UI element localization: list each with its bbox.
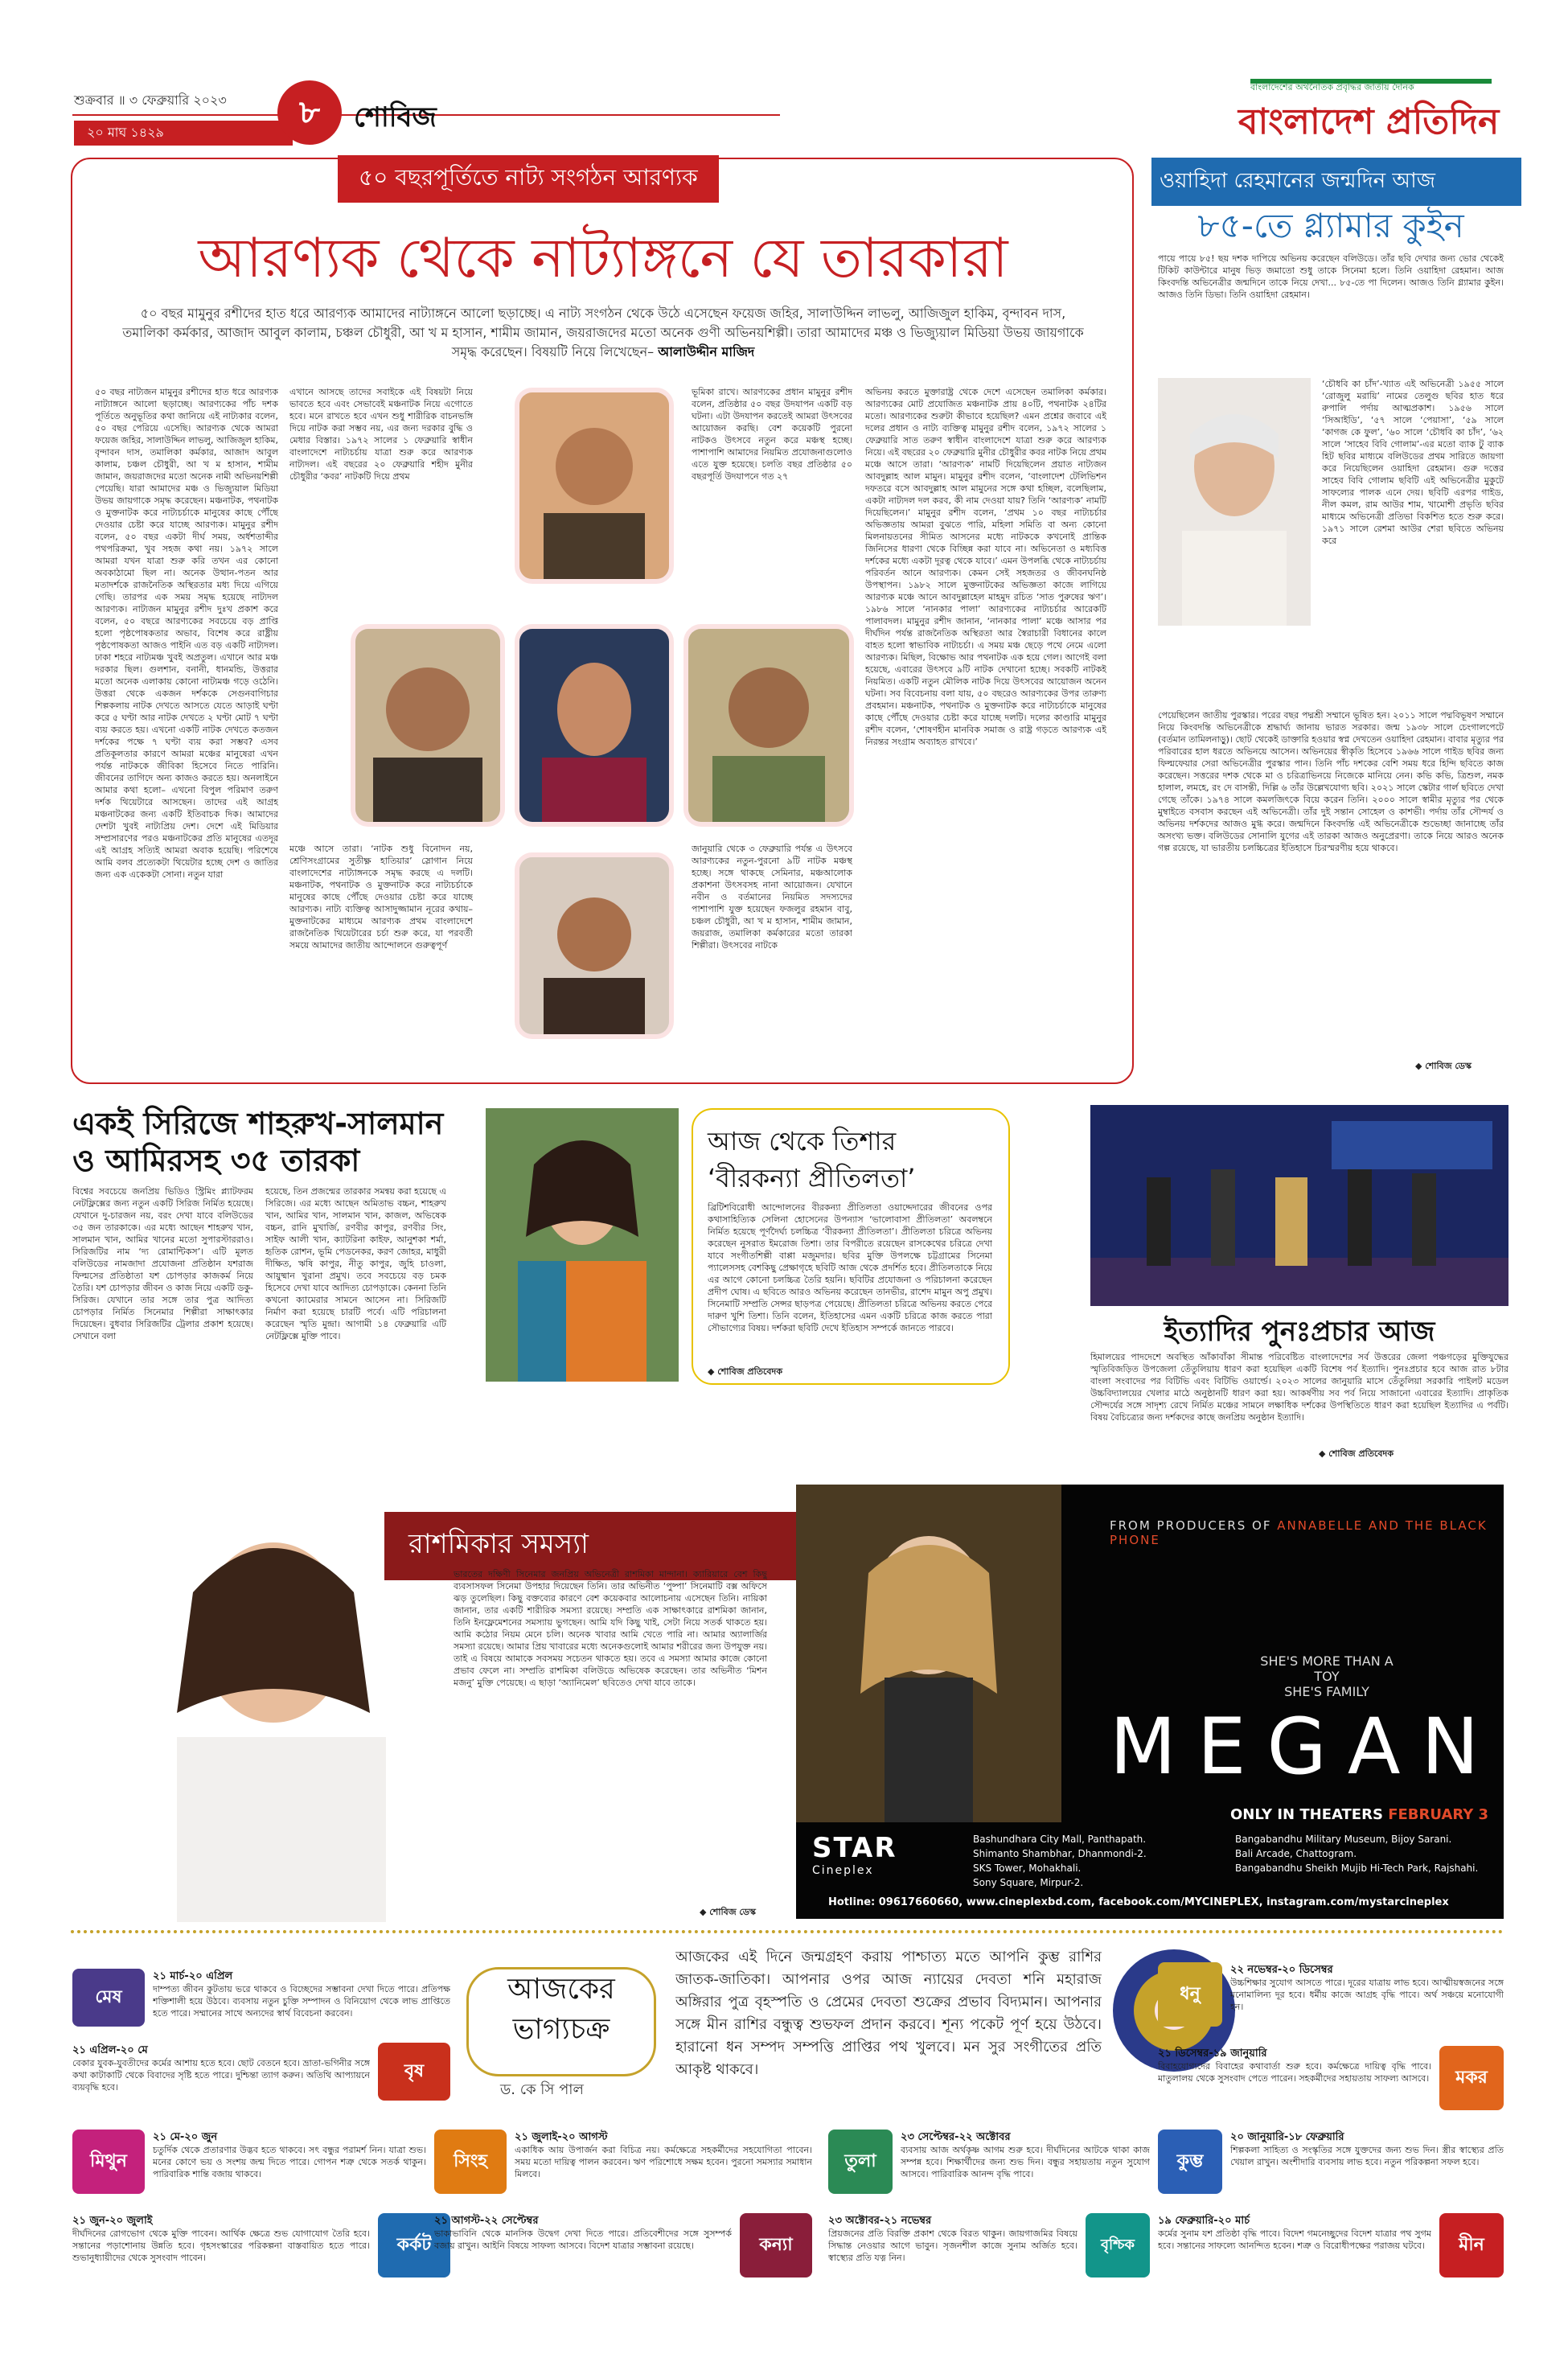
tisha-story-credit: ◆ শোবিজ প্রতিবেদক — [708, 1366, 783, 1377]
horoscope-cancer — [72, 2213, 450, 2286]
horoscope-sagittarius — [1158, 1962, 1504, 2035]
sign-text: বেকার যুবক-যুবতীদের কর্মের আশায় হতে হবে। ছোট বেতনে হবে। ভ্রাতা-ভগিনীর সঙ্গে কথা কাটাকাটি থেকে বিবাদের সৃষ্টি হতে পারে। দুশ্চিন্তা ত্যাগ করুন। অতিথি আপ্যায়নে ব্যয়বৃদ্ধি হবে। — [72, 2058, 370, 2093]
cancer-icon: কর্কট — [378, 2213, 450, 2277]
tisha-story-body: ব্রিটিশবিরোধী আন্দোলনের বীরকন্যা প্রীতিলতা ওয়াদ্দেদারের জীবনের ওপর কথাসাহিত্যিক সেলিনা হোসেনের উপন্যাস ‘ভালোবাসা প্রীতিলতা’ অবলম্বনে নির্মিত হয়েছে পূর্ণদৈর্ঘ্য চলচ্চিত্র ‘বীরকন্যা প্রীতিলতা’। প্রীতিলতা চরিত্রে অভিনয় করেছেন নুসরাত ইমরোজ তিশা। তার বিপরীতে রয়েছেন রাসকেথের চরিত্রে দেখা যাবে সংগীতশিল্পী বাপ্পা মজুমদার। ছবির মুক্তি উপলক্ষে চট্টগ্রামের সিনেমা প্যালেসসহ বেশকিছু প্রেক্ষাগৃহে ছবিটি আজ থেকে প্রদর্শিত হবে। প্রীতিলতাকে নিয়ে এর আগে কোনো চলচ্চিত্র তৈরি হয়নি। ছবিটির প্রযোজনা ও পরিচালনা করেছেন প্রদীপ ঘোষ। এ ছবিতে আরও অভিনয় করেছেন তানভীর, রাশেদ মামুন অপু প্রমুখ। সিনেমাটি সম্প্রতি সেন্সর ছাড়পত্র পেয়েছে। প্রীতিলতা চরিত্রে অভিনয় করতে পেরে দারুণ খুশি তিশা। তিনি বলেন, ইতিহাসের এমন একটি চরিত্রে কাজ করতে পারা সৌভাগ্যের বিষয়। দর্শকরা ছবিটি দেখে ইতিহাস সম্পর্কে জানতে পারবে। — [708, 1202, 992, 1333]
brand-tagline: বাংলাদেশের অর্থনৈতিক প্রবৃদ্ধির জাতীয় দৈনিক — [1250, 82, 1414, 92]
leo-icon: সিংহ — [434, 2130, 507, 2194]
horoscope-libra — [828, 2130, 1150, 2202]
sign-text: দাম্পত্য জীবন কুটতায় ভরে থাকবে ও বিচ্ছেদের সম্ভাবনা দেখা দিতে পারে। প্রতিপক্ষ শক্তিশালী হয়ে উঠবে। ব্যবসায় নতুন চুক্তি সম্পাদন ও বিনিয়োগ থেকে লাভ প্রাপ্তিতে হতে পারে। সম্মানের সাথে অন্যদের স্বার্থ বিবেচনা করবেন। — [153, 1984, 450, 2019]
side-story-body-bottom: পেয়েছিলেন জাতীয় পুরস্কার। পরের বছর পদ্মশ্রী সম্মানে ভূষিত হন। ২০১১ সালে পদ্মবিভূষণ সম্মানে নিয়ে কিংবদন্তি অভিনেত্রীকে শ্রদ্ধার্ঘ্য জানায় ভারত সরকার। জন্ম ১৯৩৮ সালে চেংগালপেটে (বর্তমান তামিলনাড়ু)। ছোট থেকেই ডাক্তারি হওয়ার স্বপ্ন দেখতেন ওয়াহিদা রেহমান। বাবার মৃত্যুর পর পরিবারের হাল ধরতে অভিনয়ে আসেন। অভিনয়ের স্বীকৃতি হিসেবে ১৯৬৬ সালে গাইড ছবির জন্য ফিল্মফেয়ার সেরা অভিনেত্রীর পুরস্কার পান। তিনি পাঁচ দশকের বেশি সময় ধরে হিন্দি ছবিতে কাজ করেছেন। সত্তরের দশক থেকে মা ও চরিত্রাভিনয়ে নিজেকে মানিয়ে নেন। কভি কভি, ত্রিশুল, নমক হালাল, লমহে, রং দে বাসন্তী, দিল্লি ৬ তাঁর উল্লেখযোগ্য ছবি। ২০২১ সালে স্কেটার গার্ল ছবিতে দেখা গেছে তাঁকে। ১৯৭৪ সালে কমলজিৎকে বিয়ে করেন তিনি। ২০০০ সালে স্বামীর মৃত্যুর পর থেকে মুম্বাইতে বসবাস করছেন এই অভিনেত্রী। তাঁর দুই সন্তান সোহেল ও কাশভী। পর্দায় তাঁর সৌন্দর্য ও অভিনয় দর্শকদের আজও মুগ্ধ করে। জন্মদিনে কিংবদন্তি এই অভিনেত্রীকে শুভেচ্ছা জানাচ্ছে তাঁর অসংখ্য ভক্ত। বলিউডের সোনালি যুগের এই তারকা আজও অনুপ্রেরণা। তাকে নিয়ে আরও অনেক গল্প রয়েছে, যা ভারতীয় চলচ্চিত্রের ইতিহাসে চিরস্মরণীয় হয়ে থাকবে। — [1158, 710, 1504, 853]
horoscope-intro: আজকের এই দিনে জন্মগ্রহণ করায় পাশ্চাত্য মতে আপনি কুম্ভ রাশির জাতক-জাতিকা। আপনার ওপর আজ ন্যায়ের দেবতা শনি মহারাজ অঙ্গিরার পুত্র বৃহস্পতি ও প্রেমের দেবতা শুক্রের প্রভাব বিদ্যমান। আপনার সঙ্গে মীন রাশির বন্ধুত্ব শুভফল প্রদান করবে। শূন্য পকেট পূর্ণ হয়ে উঠবে। হারানো ধন সম্পদ সম্পত্তি প্রাপ্তির পথ খুলবে। মন সুর সংগীতের প্রতি আকৃষ্ট থাকবে। — [675, 1949, 1102, 2078]
cinema-locations — [973, 1832, 1488, 1890]
tisha-headline-line-2: ‘বীরকন্যা প্রীতিলতা’ — [708, 1163, 916, 1193]
megan-tagline-1: SHE'S MORE THAN A TOY — [1260, 1653, 1394, 1684]
sign-date-range: ২১ মে-২০ জুন — [153, 2131, 218, 2143]
issue-date: শুক্রবার ॥ ৩ ফেব্রুয়ারি ২০২৩ — [74, 92, 227, 108]
megan-tagline — [1246, 1653, 1407, 1699]
aquarius-icon: কুম্ভ — [1158, 2130, 1222, 2194]
rashmika-story-body: ভারতের দক্ষিণী সিনেমার জনপ্রিয় অভিনেত্রী রাশমিকা মান্দানা। ক্যারিয়ারে বেশ কিছু ব্যবসাসফল সিনেমা উপহার দিয়েছেন তিনি। তার অভিনীত ‘পুষ্পা’ সিনেমাটি বক্স অফিসে ঝড় তুলেছিল। কিছু বক্তব্যের কারণে বেশ কয়েকবার আলোচনায় এসেছেন তিনি। নায়িকা জানান, তার একটি শারীরিক সমস্যা রয়েছে। সম্প্রতি এক সাক্ষাৎকারে রাশমিকা জানান, তিনি ইনফ্লেমেশনের সমস্যায় ভুগছেন। আমি যদি কিছু খাই, সেটা নিয়ে সতর্ক থাকতে হয়। আমি কঠোর নিয়ম মেনে চলি। অনেক খাবার আমি খেতে পারি না। আমার অ্যালার্জির সমস্যা রয়েছে। আমার প্রিয় খাবারের মধ্যে অনেকগুলোই আমার শরীরের জন্য উপযুক্ত নয়। তাই এ বিষয়ে আমাকে সবসময় সচেতন থাকতে হয়। তবে এ সমস্যা আমার কাজে কোনো প্রভাব ফেলে না। সম্প্রতি রাশমিকা বলিউডে অভিষেক করেছেন। তার অভিনীত ‘মিশন মজনু’ মুক্তি পেয়েছে। এ ছাড়া ‘অ্যানিমেল’ ছবিতেও দেখা যাবে তাকে। — [454, 1569, 767, 1688]
cinema-location[interactable]: Shimanto Shambhar, Dhanmondi-2. — [973, 1848, 1147, 1859]
intro-text: ৫০ বছর মামুনুর রশীদের হাত ধরে আরণ্যক আমাদের নাট্যাঙ্গনে আলো ছড়াচ্ছে। এ নাট্য সংগঠন থেকে উঠে এসেছেন ফয়েজ জহির, সালাউদ্দিন লাভলু, আজিজুল হাকিম, বৃন্দাবন দাস, তমালিকা কর্মকার, আজাদ আবুল কালাম, চঞ্চল চৌধুরী, আ খ ম হাসান, শামীম জামান, জয়রাজদের মতো অনেক গুণী অভিনয়শিল্পী। তারা আমাদের মঞ্চ ও ভিজ্যুয়াল মিডিয়া উভয় জায়গাকে সমৃদ্ধ করেছেন। বিষয়টি নিয়ে লিখেছেন– — [122, 306, 1084, 359]
horoscope-gemini — [72, 2130, 426, 2202]
lead-story-kicker: ৫০ বছরপূর্তিতে নাট্য সংগঠন আরণ্যক — [338, 155, 719, 203]
side-story-headline[interactable]: ৮৫-তে গ্ল্যামার কুইন — [1197, 206, 1464, 245]
megan-producers-prefix: FROM PRODUCERS OF — [1110, 1518, 1272, 1533]
sign-date-range: ২৩ সেপ্টেম্বর-২২ অক্টোবর — [901, 2131, 1011, 2143]
sign-date-range: ২১ মার্চ-২০ এপ্রিল — [153, 1970, 233, 1982]
virgo-icon: কন্যা — [740, 2213, 812, 2277]
srk-story-headline[interactable]: একই সিরিজে শাহরুখ-সালমান ও আমিরসহ ৩৫ তারকা — [72, 1106, 444, 1178]
cinema-hotline[interactable]: Hotline: 09617660660, www.cineplexbd.com, facebook.com/MYCINEPLEX, instagram.com/mystarcineplex — [828, 1896, 1449, 1908]
side-story-kicker: ওয়াহিদা রেহমানের জন্মদিন আজ — [1151, 158, 1521, 206]
horoscope-pisces — [1158, 2213, 1504, 2286]
lead-col-2-bottom: মঞ্চে আসে তারা। ‘নাটক শুধু বিনোদন নয়, শ্রেণিসংগ্রামের সুতীক্ষ্ণ হাতিয়ার’ স্লোগান নিয়ে বাংলাদেশের নাট্যাঙ্গনকে সমৃদ্ধ করছে এ দলটি। মঞ্চনাটক, পথনাটক ও মুক্তনাটক করে নাট্যচর্চাকে মানুষের কাছে পৌঁছে দেওয়ার চেষ্টা করে যাচ্ছে আরণ্যক। নাট্য ব্যক্তিত্ব আসাদুজ্জামান নূরের কথায়– মুক্তনাটকের মাধ্যমে আরণ্যক প্রথম বাংলাদেশে রাজনৈতিক থিয়েটারের চর্চা শুরু করে, যা পরবর্তী সময়ে আমাদের জাতীয় আন্দোলনে গুরুত্বপূর্ণ — [289, 844, 473, 951]
horoscope-title-box — [466, 1967, 656, 2076]
gemini-icon: মিথুন — [72, 2130, 145, 2194]
megan-producers — [1110, 1518, 1504, 1547]
ityadi-story-headline[interactable]: ইত্যাদির পুনঃপ্রচার আজ — [1164, 1316, 1435, 1348]
libra-icon: তুলা — [828, 2130, 893, 2194]
portrait-photo-5 — [515, 852, 674, 1039]
sign-text: বিবাহযোগ্যদের বিবাহের কথাবার্তা শুরু হবে। কর্মক্ষেত্রে দায়িত্ব বৃদ্ধি পাবে। মাতুলালয় থেকে সুসংবাদ পেতে পারেন। সহকর্মীদের সহায়তায় সাফল্য আসবে। — [1158, 2061, 1431, 2084]
page-number: ৮ — [277, 80, 342, 145]
cinema-brand: STAR — [812, 1832, 897, 1864]
sign-date-range: ১৯ ফেব্রুয়ারি-২০ মার্চ — [1158, 2215, 1250, 2227]
rashmika-story-headline[interactable]: রাশমিকার সমস্যা — [384, 1512, 802, 1580]
horoscope-capricorn — [1158, 2046, 1504, 2118]
rashmika-story-credit: ◆ শোবিজ ডেস্ক — [700, 1907, 756, 1917]
cinema-location[interactable]: Bali Arcade, Chattogram. — [1235, 1848, 1357, 1859]
portrait-photo-3 — [515, 624, 674, 827]
horoscope-divider — [71, 1930, 1504, 1933]
horoscope-leo — [434, 2130, 812, 2202]
tisha-photo — [486, 1108, 679, 1382]
capricorn-icon: মকর — [1439, 2046, 1504, 2110]
sign-text: শিল্পকলা সাহিত্য ও সংস্কৃতির সঙ্গে যুক্তদের জন্য শুভ দিন। স্ত্রীর স্বাস্থ্যের প্রতি খেয়াল রাখুন। অংশীদারি ব্যবসায় লাভ হবে। নতুন পরিকল্পনা সফল হবে। — [1230, 2145, 1504, 2167]
portrait-photo-1 — [515, 388, 674, 584]
tisha-headline-line-1: আজ থেকে তিশার — [708, 1126, 897, 1156]
side-story-body-right: ‘চৌধবি কা চাঁদ’-খ্যাত এই অভিনেত্রী ১৯৫৫ সালে ‘রোজুলু মরায়ি’ নামের তেলুগু ছবির হাত ধরে রুপালি পর্দায় আত্মপ্রকাশ। ১৯৫৬ সালে ‘সিআইডি’, ‘৫৭ সালে ‘পেয়াসা’, ‘৫৯ সালে ‘কাগজ কে ফুল’, ‘৬০ সালে ‘চৌধবি কা চাঁদ’, ‘৬২ সালে ‘সাহেব বিবি গোলাম’-এর মতো ব্যাক টু ব্যাক হিট ছবির মাধ্যমে বলিউডের প্রথম সারিতে জায়গা করে নিয়েছিলেন ওয়াহিদা রেহমান। গুরু দত্তের সাহেব বিবি গোলাম ছবিটি এই অভিনেত্রীর মুকুটে সাফল্যের পালক এনে দেয়। ছবিটি এরপর গাইড, নীল কমল, রাম আউর শাম, খামোশী প্রভৃতি ছবির মাধ্যমে অভিনেত্রী প্রতিভা বিকশিত হতে শুরু করে। ১৯৭১ সালে রেশমা আউর শেরা ছবিতে অভিনয় করে — [1322, 379, 1504, 546]
horoscope-scorpio — [828, 2213, 1150, 2286]
megan-release — [1230, 1806, 1488, 1823]
lead-col-2-top: এখানে আসছে তাদের সবাইকে এই বিষয়টা নিয়ে ভাবতে হবে এবং সেভাবেই মঞ্চনাটক নিয়ে এগোতে হবে। মনে রাখতে হবে এখন শুধু শারীরিক বাচনভঙ্গি দিয়ে নাটক করা সম্ভব নয়, এর জন্য দরকার বুদ্ধি ও মেধার বিস্তার। ১৯৭২ সালের ১ ফেব্রুয়ারি স্বাধীন বাংলাদেশে নাট্যচর্চায় যাত্রা শুরু করে আরণ্যক নাট্যদল। এই বছরের ২০ ফেব্রুয়ারি শহীদ মুনীর চৌধুরীর ‘কবর’ নাটকটি দিয়ে প্রথম — [289, 387, 473, 482]
sign-text: প্রিয়জনের প্রতি বিরক্তি প্রকাশ থেকে বিরত থাকুন। জায়গাজমির বিষয়ে সিদ্ধান্ত নেওয়ার আগে ভাবুন। সৃজনশীল কাজে সুনাম অর্জিত হবে। স্বাস্থ্যের প্রতি যত্ন নিন। — [828, 2228, 1077, 2263]
sign-date-range: ২১ ডিসেম্বর-১৯ জানুয়ারি — [1158, 2047, 1267, 2060]
sign-date-range: ২০ জানুয়ারি-১৮ ফেব্রুয়ারি — [1230, 2131, 1344, 2143]
cinema-brand-sub: Cineplex — [812, 1864, 874, 1877]
sign-date-range: ২১ জুন-২০ জুলাই — [72, 2215, 153, 2227]
cinema-location[interactable]: SKS Tower, Mohakhali. — [973, 1863, 1082, 1874]
megan-tagline-2: SHE'S FAMILY — [1284, 1684, 1369, 1699]
srk-story-col-1: বিশ্বের সবচেয়ে জনপ্রিয় ভিডিও স্ট্রিমিং প্ল্যাটফরম নেটফ্লিক্সের জন্য নতুন একটি সিরিজ নির্মিত হয়েছে। যেখানে দু-চারজন নয়, বরং দেখা যাবে বলিউডের ৩৫ জন তারকাকে। এর মধ্যে আছেন শাহরুখ খান, সালমান খান, আমির খানের মতো সুপারস্টাররাও। সিরিজটির নাম ‘দ্য রোমান্টিকস’। এটি মূলত বলিউডের নামজাদা প্রযোজনা প্রতিষ্ঠান যশরাজ ফিল্মসের প্রতিষ্ঠাতা যশ চোপড়ার কাজকর্ম নিয়ে তৈরি। যশ চোপড়ার জীবন ও কাজ নিয়ে একটি ডকু-সিরিজ। যেখানে তার সঙ্গে তার পুত্র আদিত্য চোপড়ার নির্মিত সিনেমার শিল্পীরা সাক্ষাৎকার দিয়েছেন। বুধবার সিরিজটির ট্রেলার প্রকাশ হয়েছে। সেখানে বলা — [72, 1186, 253, 1341]
side-story-body-top: পায়ে পায়ে ৮৫! ছয় দশক দাপিয়ে অভিনয় করেছেন বলিউডে। তাঁর ছবি দেখার জন্য ভোর থেকেই টিকিট কাউন্টারে মানুষ ভিড় জমাতো শুধু তাকে সিনেমা হলে। তিনি ওয়াহিদা রেহমান। আজ কিংবদন্তি অভিনেত্রীর জন্মদিনে তাকে নিয়ে দেখা... ৮৫-তে পা দিলেন। আজও তিনি গ্ল্যামার কুইন। আজও তিনি ডিভা। তিনি ওয়াহিদা রেহমান। — [1158, 253, 1504, 300]
horoscope-aries — [72, 1969, 450, 2033]
lead-story-headline[interactable]: আরণ্যক থেকে নাট্যাঙ্গনে যে তারকারা — [198, 227, 1008, 290]
megan-advert[interactable] — [796, 1485, 1504, 1919]
sign-text: উচ্চশিক্ষার সুযোগ আসতে পারে। দূরের যাত্রায় লাভ হবে। আত্মীয়স্বজনের সঙ্গে মনোমালিন্য দূর হবে। ধর্মীয় কাজে আগ্রহ বৃদ্ধি পাবে। অর্থ সঞ্চয়ে মনোযোগী হন। — [1230, 1978, 1504, 2012]
issue-date-bangla: ২০ মাঘ ১৪২৯ — [74, 121, 293, 146]
star-cineplex-logo — [812, 1832, 897, 1877]
megan-producers-films: ANNABELLE AND THE BLACK PHONE — [1110, 1518, 1488, 1547]
lead-col-3-bottom: জানুয়ারি থেকে ৩ ফেব্রুয়ারি পর্যন্ত এ উৎসবে আরণ্যকের নতুন-পুরনো ৯টি নাটক মঞ্চস্থ হচ্ছে। সঙ্গে থাকছে সেমিনার, মঞ্চআলোক প্রকাশনা উৎসবসহ নানা আয়োজন। যেখানে নবীন ও বর্তমানের নিয়মিত সদস্যদের পাশাপাশি যুক্ত হয়েছেন ফজলুর রহমান বাবু, চঞ্চল চৌধুরী, আ খ ম হাসান, শামীম জামান, জয়রাজ, তমালিকা কর্মকারের মতো তারকা শিল্পীরা। উৎসবের নাটকে — [692, 844, 852, 951]
lead-col-4: অভিনয় করতে মুক্তারাষ্ট্র থেকে দেশে এসেছেন তমালিকা কর্মকার। আরণ্যকের মোট প্রযোজিত মঞ্চনাটক প্রায় ৪০টি, পথনাটক ২৪টির মতো। আরণ্যকের শুরুটা কীভাবে হয়েছিল? এমন প্রশ্নের জবাবে এই দলের প্রধান ও নাট্য ব্যক্তিত্ব মামুনুর রশীদ বলেন, ১৯৭২ সালের ১ ফেব্রুয়ারি সাত তরুণ স্বাধীন বাংলাদেশে যাত্রা শুরু করে আরণ্যক নিয়ে। এই বছরের ২০ ফেব্রুয়ারি মুনীর চৌধুরীর কবর নাটক নিয়ে প্রথম মঞ্চে আসে তারা। ‘আরণ্যক’ নামটি দিয়েছিলেন প্রয়াত নাট্যজন আবদুল্লাহ আল মামুন। মামুনুর রশীদ বলেন, ‘বাংলাদেশ টেলিভিশন দফতরে বসে আবদুল্লাহ আল মামুনের সঙ্গে কথা হচ্ছিল, বলেছিলাম, একটা নাট্যদল দল করব, কী নাম দেওয়া যায়? তিনি ‘আরণ্যক’ নামটি দিয়েছিলেন।’ মামুনুর রশীদ বলেন, ‘প্রথম ১০ বছর নাট্যচর্চার অভিজ্ঞতায় আমরা বুঝতে পারি, মহিলা সমিতি বা অন্য কোনো মিলনায়তনের সীমিত আসনের মধ্যে নাটককে কখনোই প্রান্তিক জিনিসের ধারণা থেকে বিচ্ছিন্ন করা যাবে না। অভিনেতা ও মধ্যবিত্ত দর্শকের মধ্যে একটা দূরত্ব থেকে যাবে।’ এমন উপলব্ধি থেকে নাট্যচর্চায় পরিবর্তন আনে আরণ্যক। কেমন সেই সহজতর ও জীবনঘনিষ্ঠ উপস্থাপন। ১৯৮২ সালে মুক্তনাটকের অভিজ্ঞতা কাজে লাগিয়ে আরণ্যক মঞ্চে আনে আবদুল্লাহেল মাহমুদ রচিত ‘সাত পুরুষের ঋণ’। ১৯৮৬ সালে ‘নানকার পালা’ আরণ্যকের নাট্যচর্চার আরেকটি পালাবদল। মামুনুর রশীদ জানান, ‘নানকার পালা’ মঞ্চে আসার পর দীর্ঘদিন পর্যন্ত রাজনৈতিক অস্থিরতা আর স্বৈরাচারী বিধানের কালে বাহত হলো স্বাভাবিক নাট্যচর্চা। এ সময় মঞ্চ ছেড়ে পথে নেমে এলো আরণ্যক। মিছিল, বিক্ষোভ আর পথনাটক এক হয়ে গেল। আগেই বলা হয়েছে, এবারের উৎসবে ৯টি নাটক দেখানো হচ্ছে। সবকটি নাটকই নিয়মিত। একটি নতুন মৌলিক নাটক দিয়ে উৎসবের আয়োজন অনেন ঘটনা। সব বিবেচনায় বলা যায়, ৫০ বছরেও আরণ্যকের উপর তারুণ্য প্রবহমান। মঞ্চনাটক, পথনাটক ও মুক্তনাটক করে নাট্যচর্চাকে মানুষের কাছে পৌঁছে দেওয়ার চেষ্টা করে যাচ্ছে দলটি। দলের কাণ্ডারি মামুনুর রশীদ বলেন, ‘শোষণহীন মানবিক সমাজ ও রাষ্ট্র গড়তে আরণ্যক এই নিরন্তর সংগ্রাম অব্যাহত রাখবে।’ — [865, 387, 1106, 747]
sign-text: ব্যবসায় আজ অর্থকৃষ্ণ আগম শুরু হবে। দীর্ঘদিনের আটকে থাকা কাজ সম্পন্ন হবে। শিক্ষার্থীদের জন্য শুভ দিন। বন্ধুর সহায়তায় নতুন সুযোগ আসবে। পারিবারিক আনন্দ বৃদ্ধি পাবে। — [901, 2145, 1150, 2179]
horoscope-title-line-2: ভাগ্যচক্র — [512, 2013, 610, 2046]
portrait-photo-2 — [351, 624, 505, 827]
side-story-photo — [1158, 378, 1311, 626]
side-story-credit: ◆ শোবিজ ডেস্ক — [1415, 1061, 1472, 1071]
ityadi-photo — [1090, 1105, 1508, 1306]
portrait-photo-4 — [683, 624, 854, 827]
section-title: শোবিজ — [354, 101, 437, 133]
sign-date-range: ২১ আগস্ট-২২ সেপ্টেম্বর — [434, 2215, 539, 2227]
cinema-location[interactable]: Bashundhara City Mall, Panthapath. — [973, 1834, 1147, 1845]
horoscope-taurus — [72, 2043, 450, 2107]
sign-text: ভাকাভাবিনি থেকে মানসিক উদ্বেগ দেখা দিতে পারে। প্রতিবেশীদের সঙ্গে সুসম্পর্ক বজায় রাখুন। আইনি বিষয়ে সাফল্য আসবে। বিদেশ যাত্রার সম্ভাবনা রয়েছে। — [434, 2228, 732, 2251]
tisha-story-headline[interactable] — [708, 1123, 915, 1197]
sign-text: কর্মের সুনাম যশ প্রতিষ্ঠা বৃদ্ধি পাবে। বিদেশ গমনেচ্ছুদের বিদেশ যাত্রার পথ সুগম হবে। সন্তানের সাফল্যে আনন্দিত হবেন। শত্রু ও বিরোধীপক্ষের পরাজয় ঘটবে। — [1158, 2228, 1431, 2251]
scorpio-icon: বৃশ্চিক — [1086, 2213, 1150, 2277]
sign-date-range: ২১ এপ্রিল-২০ মে — [72, 2044, 148, 2056]
cinema-location[interactable]: Sony Square, Mirpur-2. — [973, 1877, 1084, 1888]
srk-story-col-2: হয়েছে, তিন প্রজন্মের তারকার সমন্বয় করা হয়েছে এ সিরিজে। এর মধ্যে আছেন অমিতাভ বচ্চন, শাহরুখ খান, আমির খান, সালমান খান, কাজল, অভিষেক বচ্চন, রানি মুখার্জি, রণবীর কাপুর, রণবীর সিং, সাইফ আলী খান, ক্যাটরিনা কাইফ, আনুশকা শর্মা, হৃতিক রোশন, ভূমি পেডনেকর, করণ জোহর, মাধুরী দীক্ষিত, ঋষি কাপুর, নীতু কাপুর, জুহি চাওলা, আয়ুষ্মান খুরানা প্রমুখ। তবে সবচেয়ে বড় চমক হিসেবে দেখা যাবে আদিত্য চোপড়াকে। কেননা তিনি কখনো ক্যামেরার সামনে আসেন না। সিরিজটি নির্মাণ করা হয়েছে চারটি পর্বে। এটি পরিচালনা করেছেন স্মৃতি মুন্দ্রা। আগামী ১৪ ফেব্রুয়ারি এটি নেটফ্লিক্সে মুক্তি পাবে। — [265, 1186, 446, 1341]
megan-title: MEGAN — [1110, 1702, 1500, 1792]
horoscope-virgo — [434, 2213, 812, 2286]
horoscope-author: ড. কে সি পাল — [500, 2081, 584, 2098]
sagittarius-icon: ধনু — [1158, 1962, 1222, 2027]
lead-col-1: ৫০ বছর নাট্যজন মামুনুর রশীদের হাত ধরে আরণ্যক নাট্যাঙ্গনে আলো ছড়াচ্ছে। আরণ্যকের পাঁচ দশক পূর্তিতে অনুভূতির কথা জানিয়ে এই নাট্যকার বলেন, ৫০ বছর পেরিয়ে এসেছি। আরণ্যক থেকে আমরা ফয়েজ জহির, সালাউদ্দিন লাভলু, আজিজুল হাকিম, বৃন্দাবন দাস, তমালিকা কর্মকার, আজাদ আবুল কালাম, চঞ্চল চৌধুরী, আ খ ম হাসান, শামীম জামান, জয়রাজদের মতো অনেক নামী অভিনয়শিল্পী পেয়েছি। যারা আমাদের মঞ্চ ও ভিজ্যুয়াল মিডিয়া উভয় জায়গাকে সমৃদ্ধ করেছেন। মঞ্চনাটক, পথনাটক ও মুক্তনাটক করে নাট্যচর্চাকে মানুষের কাছে পৌঁছে দেওয়ার চেষ্টা করে যাচ্ছে আরণ্যক। মামুনুর রশীদ বলেন, ৫০ বছর একটা দীর্ঘ সময়, অর্ধশতাব্দীর পথপরিক্রমা, খুব সহজ কথা নয়। ১৯৭২ সালে আমরা যখন যাত্রা শুরু করি তখন এর কোনো অবকাঠামো ছিল না। অনেক উত্থান-পতন আর মতাদর্শকে রাজনৈতিক অস্থিরতার মধ্য দিয়ে এগিয়ে গেছি। তারপর এক সময় সমৃদ্ধ হয়েছে নাট্যদল আরণ্যক। নাট্যজন মামুনুর রশীদ দুঃখ প্রকাশ করে বলেন, ৫০ বছরে আরণ্যকের সবচেয়ে বড় প্রাপ্তি হলো পৃষ্ঠপোষকতার অভাব, বিশেষ করে রাষ্ট্রীয় পৃষ্ঠপোষকতা আজও পাইনি এত বড় একটি নাট্যদল। ঢাকা শহরে নাট্যমঞ্চ খুবই অপ্রতুল। এখানে আর মঞ্চ দরকার ছিল। গুলশান, বনানী, ধানমন্ডি, উত্তরার মতো অনেক এলাকায় কোনো নাট্যমঞ্চ গড়ে ওঠেনি। উত্তরা থেকে একজন দর্শককে সেগুনবাগিচার শিল্পকলায় নাটক দেখতে আসতে যেতে আড়াই ঘণ্টা করে ৫ ঘণ্টা আর নাটক দেখতে ২ ঘণ্টা মোট ৭ ঘণ্টা ব্যয় করতে হয়। এখনো একটি নাটক দেখতে কতজন দর্শকের পক্ষে ৭ ঘণ্টা ব্যয় করা সম্ভব? এসব প্রতিকূলতার কারণে আমরা মঞ্চের মানুষেরা এখন পর্যন্ত নাটককে জীবিকা হিসেবে নিতে পারিনি। জীবনের তাগিদে অন্য কাজও করতে হয়। অনলাইনে আমার কথা হলো– এখনো বিপুল পরিমাণ তরুণ দর্শক থিয়েটারে আসছেন। তাদের এই আগ্রহ মঞ্চনাটকের জন্য একটি ইতিবাচক দিক। আমাদের দেশটা খুবই নাট্যপ্রিয় দেশ। দেশে এই মিডিয়ার সম্প্রসারণের পরও মঞ্চনাটকের প্রতি মানুষের এতদূর এই আগ্রহ সত্যিই আমরা অবাক হয়েছি। পরিশেষে আমি বলব প্রত্যেকটা থিয়েটার হচ্ছে দেশ ও জাতির জন্য এক একেকটা সোনা। নতুন যারা — [95, 387, 278, 880]
sign-date-range: ২২ নভেম্বর-২০ ডিসেম্বর — [1230, 1964, 1333, 1976]
brand-logo: বাংলাদেশ প্রতিদিন — [1238, 101, 1500, 142]
sign-text: দীর্ঘদিনের রোগভোগ থেকে মুক্তি পাবেন। আর্থিক ক্ষেত্রে শুভ যোগাযোগ তৈরি হবে। সন্তানের পড়াশোনায় উন্নতি হবে। গৃহসংস্কারের পরিকল্পনা বাস্তবায়িত হতে পারে। শুভানুধ্যায়ীদের থেকে সুসংবাদ পাবেন। — [72, 2228, 370, 2263]
lead-col-3-top: ভূমিকা রাখে। আরণ্যকের প্রধান মামুনুর রশীদ বলেন, প্রতিষ্ঠার ৫০ বছর উদযাপন একটি বড় ঘটনা। এটা উদযাপন করতেই আমরা উৎসবের আয়োজন করছি। বেশ কয়েকটি পুরনো নাটকও উৎসবে নতুন করে মঞ্চস্থ হচ্ছে। পাশাপাশি আমাদের নিয়মিত প্রযোজনাগুলোও এতে যুক্ত হয়েছে। চলতি বছর প্রতিষ্ঠার ৫০ বছরপূর্তি উদযাপনে গত ২৭ — [692, 387, 852, 482]
ityadi-story-credit: ◆ শোবিজ প্রতিবেদক — [1319, 1448, 1394, 1459]
megan-release-prefix: ONLY IN THEATERS — [1230, 1806, 1383, 1823]
sign-text: একাধিক আয় উপার্জন করা বিচিত্র নয়। কর্মক্ষেত্রে সহকর্মীদের সহযোগিতা পাবেন। সময় মতো দায়িত্ব পালন করবেন। ঋণ পরিশোধে সক্ষম হবেন। পুরনো সমস্যার সমাধান মিলবে। — [515, 2145, 812, 2179]
megan-release-date: FEBRUARY 3 — [1388, 1806, 1489, 1823]
pisces-icon: মীন — [1439, 2213, 1504, 2277]
ityadi-story-body: হিমালয়ের পাদদেশে অবস্থিত আঁকাবাঁকা সীমান্ত পরিবেষ্টিত বাংলাদেশের সর্ব উত্তরের জেলা পঞ্চগড়ের মুক্তিযুদ্ধের স্মৃতিবিজড়িত উপজেলা তেঁতুলিয়ায় ধারণ করা হয়েছিল একটি বিশেষ পর্ব ইত্যাদি। পুনঃপ্রচার হবে আজ রাত ৮টার বাংলা সংবাদের পর বিটিভি এবং বিটিভি ওয়ার্ল্ডে। ২০২৩ সালের জানুয়ারি মাসে তেঁতুলিয়া সরকারি পাইলট মডেল উচ্চবিদ্যালয়ের খেলার মাঠে অনুষ্ঠানটি ধারণ করা হয়। আকর্ষণীয় সব পর্ব নিয়ে সাজানো এবারের ইত্যাদি। প্রাকৃতিক সৌন্দর্যের সঙ্গে সাদৃশ্য রেখে নির্মিত মঞ্চের সামনে লক্ষাধিক দর্শকের উপস্থিতিতে ধারণ করা হয়েছিল ইত্যাদির এ পর্বটি। বিষয় বৈচিত্র্যের জন্য দর্শকদের কাছে জনপ্রিয় অনুষ্ঠান ইত্যাদি। — [1090, 1352, 1508, 1423]
sign-text: চতুর্দিক থেকে প্রতারণার উদ্ভব হতে থাকবে। সৎ বন্ধুর পরামর্শ নিন। যাত্রা শুভ। মনের কোণে ভয় ও সংশয় জন্ম দিতে পারে। গোপন শত্রু থেকে সতর্ক থাকুন। পারিবারিক শান্তি বজায় থাকবে। — [153, 2145, 426, 2179]
sign-date-range: ২৩ অক্টোবর-২১ নভেম্বর — [828, 2215, 932, 2227]
cinema-location[interactable]: Bangabandhu Sheikh Mujib Hi-Tech Park, Rajshahi. — [1235, 1863, 1479, 1874]
aries-icon: মেষ — [72, 1969, 145, 2027]
cinema-location[interactable]: Bangabandhu Military Museum, Bijoy Sarani. — [1235, 1834, 1452, 1845]
taurus-icon: বৃষ — [378, 2043, 450, 2101]
horoscope-title-line-1: আজকের — [507, 1973, 615, 2006]
horoscope-aquarius — [1158, 2130, 1504, 2202]
sign-date-range: ২১ জুলাই-২০ আগস্ট — [515, 2131, 608, 2143]
byline: আলাউদ্দীন মাজিদ — [658, 344, 755, 359]
lead-story-intro — [121, 304, 1086, 362]
